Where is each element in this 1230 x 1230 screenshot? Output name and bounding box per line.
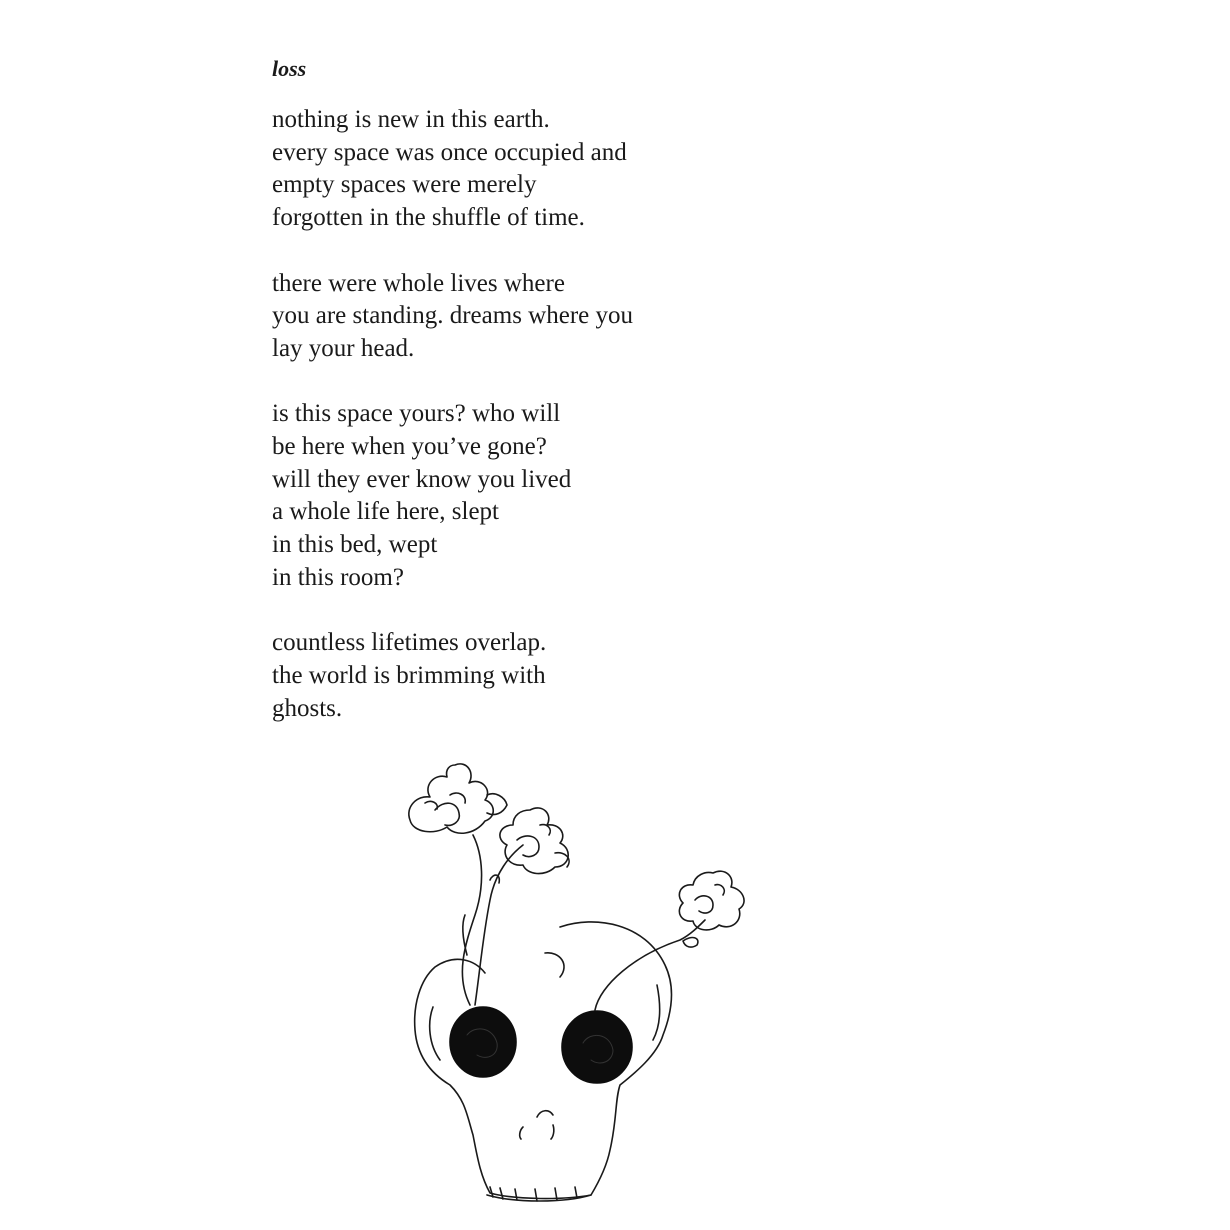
stanza <box>272 268 633 366</box>
poem-title: loss <box>272 56 307 81</box>
poem-line: lay your head. <box>272 334 415 362</box>
stanza <box>272 104 633 235</box>
poem-line: is this space yours? who will <box>272 400 561 428</box>
poem-line: a whole life here, slept <box>272 498 499 526</box>
poem-line: every space was once occupied and <box>272 138 627 166</box>
poem-line: nothing is new in this earth. <box>272 106 550 133</box>
poem-line: there were whole lives where <box>272 269 565 297</box>
poem-line: ghosts. <box>272 694 343 722</box>
skull-eyes <box>450 1007 632 1083</box>
poem-line: will they ever know you lived <box>272 465 572 493</box>
poem-line: forgotten in the shuffle of time. <box>272 204 585 232</box>
skull-nose <box>520 1111 554 1139</box>
poem-line: empty spaces were merely <box>272 171 537 199</box>
stanza <box>272 398 633 594</box>
stanza <box>272 627 633 725</box>
skull-with-flowers-drawing <box>395 755 775 1210</box>
poem-line: in this room? <box>272 563 404 591</box>
poem-line: you are standing. dreams where you <box>272 302 633 330</box>
flower-icon <box>409 764 507 833</box>
poem-line: in this bed, wept <box>272 531 438 559</box>
poem-line: countless lifetimes overlap. <box>272 629 547 657</box>
flower-icon <box>500 808 569 874</box>
poem-body <box>272 104 633 725</box>
flower-icon <box>679 871 744 930</box>
poem-line: the world is brimming with <box>272 661 546 689</box>
poem-line: be here when you’ve gone? <box>272 433 547 460</box>
